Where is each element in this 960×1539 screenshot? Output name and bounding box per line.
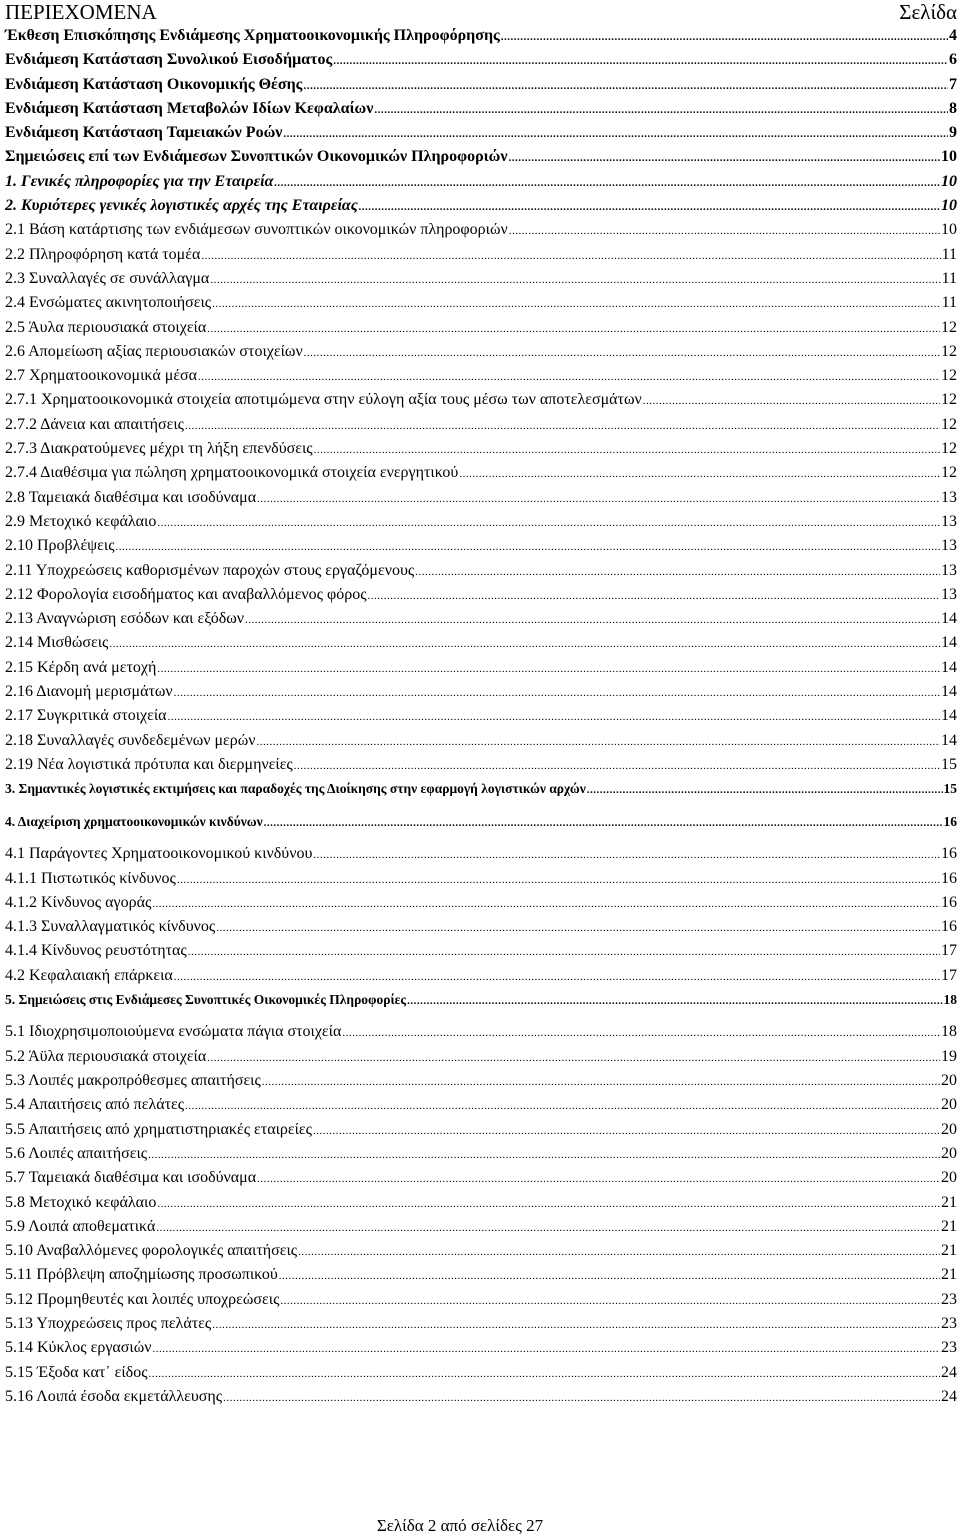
toc-title: ΠΕΡΙΕΧΟΜΕΝΑ xyxy=(5,0,157,24)
toc-entry-title: 4.1.1 Πιστωτικός κίνδυνος xyxy=(5,869,176,887)
toc-entry-title: 5.5 Απαιτήσεις από χρηματιστηριακές εταιρείες xyxy=(5,1120,312,1138)
dot-leader xyxy=(148,1143,940,1167)
toc-entry-page: 20 xyxy=(941,1120,957,1138)
toc-entry[interactable] xyxy=(5,891,957,915)
toc-entry-title: Ενδιάμεση Κατάσταση Μεταβολών Ιδίων Κεφαλαίων xyxy=(5,99,374,117)
toc-entry-title: 5.10 Αναβαλλόμενες φορολογικές απαιτήσεις xyxy=(5,1242,298,1260)
dot-leader xyxy=(149,1362,940,1386)
toc-entry-page: 24 xyxy=(941,1363,957,1381)
toc-entry-page: 21 xyxy=(941,1266,957,1284)
toc-entry[interactable] xyxy=(5,267,957,291)
toc-entry-page: 21 xyxy=(941,1242,957,1260)
dot-leader xyxy=(174,965,940,989)
toc-entry-page: 10 xyxy=(941,148,957,166)
dot-leader xyxy=(509,219,940,243)
page-column-label: Σελίδα xyxy=(899,0,957,24)
toc-entry-title: 5.11 Πρόβλεψη αποζημίωσης προσωπικού xyxy=(5,1266,278,1284)
toc-entry-title: 2. Κυριότερες γενικές λογιστικές αρχές της Εταιρείας xyxy=(5,197,358,215)
toc-entry[interactable] xyxy=(5,194,957,218)
toc-entry-title: 2.2 Πληροφόρηση κατά τομέα xyxy=(5,245,201,263)
toc-entry-title: 4.1.4 Κίνδυνος ρευστότητας xyxy=(5,942,187,960)
toc-entry[interactable] xyxy=(5,1093,957,1117)
toc-entry-page: 21 xyxy=(941,1193,957,1211)
toc-entry-page: 23 xyxy=(941,1339,957,1357)
toc-entry-title: 4. Διαχείριση χρηματοοικονομικών κινδύνων xyxy=(5,813,263,829)
toc-entry[interactable] xyxy=(5,810,957,843)
toc-entry-page: 18 xyxy=(941,1023,957,1041)
toc-entry-page: 9 xyxy=(949,124,957,142)
toc-entry-page: 4 xyxy=(949,27,957,44)
dot-leader xyxy=(201,244,940,268)
dot-leader xyxy=(198,365,940,389)
toc-entry-page: 21 xyxy=(941,1217,957,1235)
toc-entry-title: 4.1.2 Κίνδυνος αγοράς xyxy=(5,893,152,911)
toc-entry-title: 5.8 Μετοχικό κεφάλαιο xyxy=(5,1193,157,1211)
dot-leader xyxy=(294,754,940,778)
toc-entry[interactable] xyxy=(5,729,957,753)
toc-entry-page: 16 xyxy=(943,813,957,829)
toc-entry-title: Ενδιάμεση Κατάσταση Οικονομικής Θέσης xyxy=(5,75,303,93)
toc-entry-page: 12 xyxy=(941,318,957,336)
dot-leader xyxy=(274,171,940,195)
toc-entry-title: 2.5 Άυλα περιουσιακά στοιχεία xyxy=(5,318,207,336)
dot-leader xyxy=(359,195,940,219)
toc-entry-title: 5.7 Ταμειακά διαθέσιμα και ισοδύναμα xyxy=(5,1169,257,1187)
toc-entry-title: 2.15 Κέρδη ανά μετοχή xyxy=(5,658,157,676)
toc-entry-title: 2.7.4 Διαθέσιμα για πώληση χρηματοοικονομικά στοιχεία ενεργητικού xyxy=(5,464,459,482)
toc-entry-title: 2.10 Προβλέψεις xyxy=(5,537,115,555)
toc-entry[interactable] xyxy=(5,656,957,680)
dot-leader xyxy=(314,438,940,462)
dot-leader xyxy=(501,25,948,49)
dot-leader xyxy=(223,1386,940,1410)
dot-leader xyxy=(459,462,940,486)
dot-leader xyxy=(407,989,942,1013)
toc-entry-title: 5.3 Λοιπές μακροπρόθεσμες απαιτήσεις xyxy=(5,1072,261,1090)
toc-entry-title: Ενδιάμεση Κατάσταση Ταμειακών Ροών xyxy=(5,124,283,142)
dot-leader xyxy=(152,1337,940,1361)
toc-entry[interactable] xyxy=(5,121,957,145)
toc-header xyxy=(5,0,957,24)
dot-leader xyxy=(257,487,940,511)
toc-entry[interactable] xyxy=(5,704,957,728)
toc-entry-page: 19 xyxy=(941,1047,957,1065)
toc-entry[interactable] xyxy=(5,1166,957,1190)
toc-entry[interactable] xyxy=(5,461,957,485)
toc-entry-page: 14 xyxy=(941,683,957,701)
dot-leader xyxy=(207,317,940,341)
toc-entry-title: 2.7.3 Διακρατούμενες μέχρι τη λήξη επενδύσεις xyxy=(5,440,313,458)
toc-entry-page: 14 xyxy=(941,707,957,725)
toc-entry[interactable] xyxy=(5,340,957,364)
dot-leader xyxy=(333,49,948,73)
toc-entry[interactable] xyxy=(5,510,957,534)
toc-entry[interactable] xyxy=(5,964,957,988)
toc-entry[interactable] xyxy=(5,1288,957,1312)
toc-entry-title: Ενδιάμεση Κατάσταση Συνολικού Εισοδήματος xyxy=(5,51,333,69)
toc-entry-page: 16 xyxy=(941,869,957,887)
dot-leader xyxy=(415,560,940,584)
toc-entry[interactable] xyxy=(5,631,957,655)
toc-entry-page: 16 xyxy=(941,918,957,936)
toc-entry-title: 5.13 Υποχρεώσεις προς πελάτες xyxy=(5,1315,212,1333)
toc-entry-page: 10 xyxy=(941,197,957,215)
toc-entry-page: 14 xyxy=(941,610,957,628)
toc-entry-title: 2.9 Μετοχικό κεφάλαιο xyxy=(5,512,157,530)
toc-entry-page: 15 xyxy=(943,781,957,797)
dot-leader xyxy=(313,1119,940,1143)
toc-entry[interactable] xyxy=(5,1385,957,1409)
dot-leader xyxy=(177,868,940,892)
toc-entry[interactable] xyxy=(5,1215,957,1239)
toc-entry[interactable] xyxy=(5,867,957,891)
toc-entry[interactable] xyxy=(5,1312,957,1336)
dot-leader xyxy=(210,268,940,292)
toc-entry-page: 20 xyxy=(941,1072,957,1090)
toc-entry[interactable] xyxy=(5,486,957,510)
toc-entry-title: 2.8 Ταμειακά διαθέσιμα και ισοδύναμα xyxy=(5,488,257,506)
toc-entry-title: 5.1 Ιδιοχρησιμοποιούμενα ενσώματα πάγια στοιχεία xyxy=(5,1023,342,1041)
dot-leader xyxy=(283,122,948,146)
toc-entry[interactable] xyxy=(5,364,957,388)
dot-leader xyxy=(368,584,940,608)
dot-leader xyxy=(157,1192,940,1216)
toc-entry-page: 20 xyxy=(941,1096,957,1114)
dot-leader xyxy=(342,1021,940,1045)
toc-entry[interactable] xyxy=(5,1118,957,1142)
toc-entry-page: 17 xyxy=(941,942,957,960)
toc-entry-title: 2.17 Συγκριτικά στοιχεία xyxy=(5,707,167,725)
toc-entry-page: 23 xyxy=(941,1315,957,1333)
toc-entry[interactable] xyxy=(5,218,957,242)
dot-leader xyxy=(508,146,940,170)
toc-entry-page: 16 xyxy=(941,845,957,863)
toc-entry-title: 2.3 Συναλλαγές σε συνάλλαγμα xyxy=(5,269,210,287)
dot-leader xyxy=(245,608,940,632)
toc-entry[interactable] xyxy=(5,680,957,704)
toc-entry-title: Σημειώσεις επί των Ενδιάμεσων Συνοπτικών Οικονομικών Πληροφοριών xyxy=(5,148,508,166)
toc-entry-title: 2.1 Βάση κατάρτισης των ενδιάμεσων συνοπτικών οικονομικών πληροφοριών xyxy=(5,221,508,239)
toc-entry-page: 14 xyxy=(941,634,957,652)
toc-entry-page: 13 xyxy=(941,512,957,530)
toc-entry-title: 2.7.1 Χρηματοοικονομικά στοιχεία αποτιμώμενα στην εύλογη αξία τους μέσω των αποτελεσμάτων xyxy=(5,391,642,409)
dot-leader xyxy=(643,389,940,413)
toc-entry-page: 13 xyxy=(941,585,957,603)
toc-entry-title: 2.12 Φορολογία εισοδήματος και αναβαλλόμενος φόρος xyxy=(5,585,367,603)
dot-leader xyxy=(157,657,940,681)
toc-entry-page: 17 xyxy=(941,966,957,984)
dot-leader xyxy=(262,1070,940,1094)
dot-leader xyxy=(279,1264,940,1288)
toc-entry[interactable] xyxy=(5,559,957,583)
toc-entry-title: 3. Σημαντικές λογιστικές εκτιμήσεις και παραδοχές της Διοίκησης στην εφαρμογή λογιστικών αρχών xyxy=(5,781,586,797)
toc-entry-page: 14 xyxy=(941,731,957,749)
dot-leader xyxy=(188,940,940,964)
toc-entry-page: 11 xyxy=(941,294,957,312)
toc-entry-title: 5.9 Λοιπά αποθεματικά xyxy=(5,1217,156,1235)
toc-entry-title: 2.7 Χρηματοοικονομικά μέσα xyxy=(5,367,198,385)
toc-entry[interactable] xyxy=(5,753,957,777)
toc-entry[interactable] xyxy=(5,939,957,963)
toc-entry-page: 24 xyxy=(941,1387,957,1405)
toc-entry-title: 2.19 Νέα λογιστικά πρότυπα και διερμηνείες xyxy=(5,755,293,773)
toc-entry-page: 20 xyxy=(941,1169,957,1187)
toc-entry-page: 18 xyxy=(943,991,957,1007)
toc-list xyxy=(5,24,957,1409)
toc-entry-title: 5.15 Έξοδα κατ᾽ είδος xyxy=(5,1363,148,1381)
toc-entry[interactable] xyxy=(5,413,957,437)
dot-leader xyxy=(587,778,943,802)
toc-entry[interactable] xyxy=(5,534,957,558)
toc-entry-title: 2.7.2 Δάνεια και απαιτήσεις xyxy=(5,415,184,433)
toc-entry[interactable] xyxy=(5,1045,957,1069)
dot-leader xyxy=(304,341,940,365)
toc-entry[interactable] xyxy=(5,48,957,72)
toc-entry-page: 23 xyxy=(941,1290,957,1308)
toc-entry-page: 12 xyxy=(941,440,957,458)
toc-entry-title: 5.4 Απαιτήσεις από πελάτες xyxy=(5,1096,185,1114)
dot-leader xyxy=(207,1046,940,1070)
toc-entry-title: 1. Γενικές πληροφορίες για την Εταιρεία xyxy=(5,172,274,190)
toc-entry-title: Έκθεση Επισκόπησης Ενδιάμεσης Χρηματοοικονομικής Πληροφόρησης xyxy=(5,27,500,44)
toc-entry-title: 2.13 Αναγνώριση εσόδων και εξόδων xyxy=(5,610,245,628)
dot-leader xyxy=(257,730,940,754)
toc-entry-page: 11 xyxy=(941,245,957,263)
toc-entry-title: 4.1.3 Συναλλαγματικός κίνδυνος xyxy=(5,918,216,936)
toc-entry[interactable] xyxy=(5,607,957,631)
dot-leader xyxy=(212,1313,940,1337)
toc-entry-title: 4.1 Παράγοντες Χρηματοοικονομικού κινδύνου xyxy=(5,845,313,863)
toc-entry-page: 13 xyxy=(941,488,957,506)
toc-entry-page: 12 xyxy=(941,464,957,482)
toc-entry[interactable] xyxy=(5,777,957,810)
toc-entry[interactable] xyxy=(5,437,957,461)
toc-entry-page: 13 xyxy=(941,561,957,579)
toc-entry-page: 12 xyxy=(941,415,957,433)
toc-entry-title: 4.2 Κεφαλαιακή επάρκεια xyxy=(5,966,173,984)
toc-entry[interactable] xyxy=(5,1263,957,1287)
page-footer: Σελίδα 2 από σελίδες 27 xyxy=(376,1516,544,1535)
dot-leader xyxy=(185,414,940,438)
toc-entry-title: 5. Σημειώσεις στις Ενδιάμεσες Συνοπτικές Οικονομικές Πληροφορίες xyxy=(5,991,407,1007)
toc-entry-page: 10 xyxy=(941,221,957,239)
dot-leader xyxy=(374,98,948,122)
dot-leader xyxy=(109,632,940,656)
toc-entry-page: 11 xyxy=(941,269,957,287)
toc-entry-title: 5.16 Λοιπά έσοδα εκμετάλλευσης xyxy=(5,1387,223,1405)
toc-entry[interactable] xyxy=(5,291,957,315)
toc-entry[interactable] xyxy=(5,1069,957,1093)
toc-entry-page: 12 xyxy=(941,342,957,360)
dot-leader xyxy=(212,292,940,316)
dot-leader xyxy=(156,1216,940,1240)
toc-entry-page: 20 xyxy=(941,1144,957,1162)
toc-entry[interactable] xyxy=(5,1142,957,1166)
toc-entry[interactable] xyxy=(5,1191,957,1215)
dot-leader xyxy=(152,892,940,916)
toc-entry[interactable] xyxy=(5,988,957,1021)
toc-entry[interactable] xyxy=(5,170,957,194)
toc-entry-title: 2.14 Μισθώσεις xyxy=(5,634,109,652)
dot-leader xyxy=(303,74,948,98)
toc-entry[interactable] xyxy=(5,97,957,121)
toc-entry-page: 6 xyxy=(949,51,957,69)
toc-entry-page: 12 xyxy=(941,367,957,385)
toc-entry-page: 8 xyxy=(949,99,957,117)
toc-entry[interactable] xyxy=(5,1239,957,1263)
toc-entry[interactable] xyxy=(5,24,957,48)
toc-entry-page: 13 xyxy=(941,537,957,555)
toc-entry[interactable] xyxy=(5,243,957,267)
toc-entry-title: 5.6 Λοιπές απαιτήσεις xyxy=(5,1144,148,1162)
dot-leader xyxy=(174,681,940,705)
toc-entry-title: 2.16 Διανομή μερισμάτων xyxy=(5,683,173,701)
dot-leader xyxy=(280,1289,940,1313)
toc-entry-title: 2.18 Συναλλαγές συνδεδεμένων μερών xyxy=(5,731,256,749)
dot-leader xyxy=(185,1094,940,1118)
toc-entry-title: 2.4 Ενσώματες ακινητοποιήσεις xyxy=(5,294,212,312)
toc-entry-title: 2.6 Απομείωση αξίας περιουσιακών στοιχείων xyxy=(5,342,303,360)
dot-leader xyxy=(298,1240,940,1264)
toc-entry[interactable] xyxy=(5,145,957,169)
toc-page xyxy=(5,0,957,1409)
dot-leader xyxy=(157,511,940,535)
toc-entry[interactable] xyxy=(5,583,957,607)
dot-leader xyxy=(264,811,943,835)
toc-entry-title: 5.2 Άϋλα περιουσιακά στοιχεία xyxy=(5,1047,207,1065)
dot-leader xyxy=(313,843,940,867)
toc-entry[interactable] xyxy=(5,388,957,412)
toc-entry-title: 5.14 Κύκλος εργασιών xyxy=(5,1339,152,1357)
toc-entry-title: 2.11 Υποχρεώσεις καθορισμένων παροχών στους εργαζόμενους xyxy=(5,561,415,579)
toc-entry-page: 15 xyxy=(941,755,957,773)
dot-leader xyxy=(216,916,940,940)
toc-entry[interactable] xyxy=(5,842,957,866)
dot-leader xyxy=(168,705,940,729)
toc-entry-page: 7 xyxy=(949,75,957,93)
dot-leader xyxy=(257,1167,940,1191)
toc-entry-page: 10 xyxy=(941,172,957,190)
toc-entry[interactable] xyxy=(5,915,957,939)
toc-entry-title: 5.12 Προμηθευτές και λοιπές υποχρεώσεις xyxy=(5,1290,280,1308)
toc-entry[interactable] xyxy=(5,1336,957,1360)
toc-entry-page: 14 xyxy=(941,658,957,676)
toc-entry[interactable] xyxy=(5,1020,957,1044)
dot-leader xyxy=(116,535,940,559)
toc-entry[interactable] xyxy=(5,316,957,340)
toc-entry[interactable] xyxy=(5,73,957,97)
toc-entry-page: 16 xyxy=(941,893,957,911)
toc-entry[interactable] xyxy=(5,1361,957,1385)
toc-entry-page: 12 xyxy=(941,391,957,409)
